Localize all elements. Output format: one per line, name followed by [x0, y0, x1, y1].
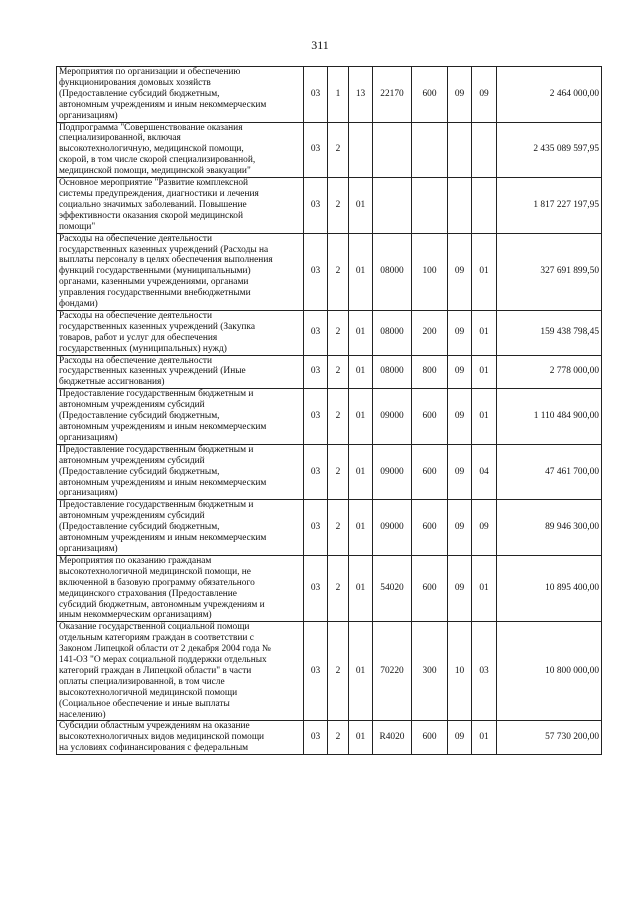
activity-code — [349, 122, 373, 178]
description-line: отдельным категориям граждан в соответствии с — [59, 633, 254, 644]
program-code: 03 — [304, 67, 328, 123]
expense-type-code: 600 — [412, 555, 448, 621]
activity-code: 01 — [349, 500, 373, 556]
subprogram-code: 2 — [328, 233, 349, 310]
budget-table — [56, 66, 602, 755]
direction-code — [373, 178, 412, 234]
activity-code: 13 — [349, 67, 373, 123]
description-line: Расходы на обеспечение деятельности — [59, 355, 213, 366]
subprogram-code: 2 — [328, 555, 349, 621]
row-amount: 2 435 089 597,95 — [497, 122, 602, 178]
activity-code: 01 — [349, 622, 373, 721]
row-amount: 2 464 000,00 — [497, 67, 602, 123]
expense-type-code — [412, 178, 448, 234]
description-line: организациям) — [59, 543, 118, 554]
description-line: субсидий бюджетным, автономным учреждениям и — [59, 599, 265, 610]
description-line: органами, казенными учреждениями, органами — [59, 277, 249, 288]
description-line: автономным учреждениям и иным некоммерческим — [59, 99, 267, 110]
subprogram-code: 2 — [328, 622, 349, 721]
subsection-code: 01 — [472, 310, 497, 355]
row-description — [57, 310, 304, 355]
description-line: выплаты персоналу в целях обеспечения выполнения — [59, 255, 273, 266]
program-code: 03 — [304, 355, 328, 389]
description-line: специализированной, включая — [59, 133, 181, 144]
description-line: населению) — [59, 709, 106, 720]
row-description — [57, 389, 304, 445]
description-line: (Предоставление субсидий бюджетным, — [59, 88, 220, 99]
activity-code: 01 — [349, 355, 373, 389]
subsection-code: 01 — [472, 555, 497, 621]
description-line: автономным учреждениям и иным некоммерческим — [59, 422, 267, 432]
subsection-code: 01 — [472, 233, 497, 310]
section-code: 09 — [448, 500, 472, 556]
direction-code: 08000 — [373, 310, 412, 355]
description-line: на условиях софинансирования с федеральным — [59, 743, 249, 754]
row-description — [57, 355, 304, 389]
description-line: 141-ОЗ "О мерах социальной поддержки отдельных — [59, 655, 267, 666]
row-description — [57, 444, 304, 500]
description-line: автономным учреждениям и иным некоммерческим — [59, 533, 267, 544]
subprogram-code: 2 — [328, 389, 349, 445]
description-line: оплаты специализированной, в том числе — [59, 676, 225, 687]
section-code: 09 — [448, 389, 472, 445]
description-line: организациям) — [59, 432, 118, 443]
subprogram-code: 2 — [328, 444, 349, 500]
row-amount: 1 110 484 900,00 — [497, 389, 602, 445]
description-line: высокотехнологичной медицинской помощи, не — [59, 566, 251, 577]
subsection-code: 03 — [472, 622, 497, 721]
table-row — [57, 555, 602, 621]
description-line: организациям) — [59, 110, 118, 121]
expense-type-code: 300 — [412, 622, 448, 721]
description-line: Подпрограмма "Совершенствование оказания — [59, 122, 243, 133]
direction-code: 09000 — [373, 500, 412, 556]
page-number: 311 — [311, 38, 329, 52]
description-line: включенной в базовую программу обязательного — [59, 577, 255, 588]
table-row — [57, 389, 602, 445]
direction-code — [373, 122, 412, 178]
description-line: социально значимых заболеваний. Повышение — [59, 199, 247, 210]
description-line: системы предупреждения, диагностики и лечения — [59, 188, 259, 199]
description-line: бюджетные ассигнования) — [59, 377, 165, 388]
subprogram-code: 2 — [328, 355, 349, 389]
row-amount: 10 895 400,00 — [497, 555, 602, 621]
row-description — [57, 500, 304, 556]
description-line: медицинского страхования (Предоставление — [59, 588, 237, 599]
description-line: товаров, работ и услуг для обеспечения — [59, 332, 218, 343]
row-amount: 10 800 000,00 — [497, 622, 602, 721]
section-code: 09 — [448, 444, 472, 500]
activity-code: 01 — [349, 233, 373, 310]
table-row — [57, 67, 602, 123]
section-code: 10 — [448, 622, 472, 721]
description-line: Расходы на обеспечение деятельности — [59, 310, 213, 321]
activity-code: 01 — [349, 389, 373, 445]
row-amount: 327 691 899,50 — [497, 233, 602, 310]
expense-type-code — [412, 122, 448, 178]
description-line: (Предоставление субсидий бюджетным, — [59, 466, 220, 477]
description-line: эффективности оказания скорой медицинской — [59, 210, 243, 221]
table-row — [57, 622, 602, 721]
table-row — [57, 500, 602, 556]
subsection-code — [472, 178, 497, 234]
description-line: Мероприятия по оказанию гражданам — [59, 555, 212, 566]
description-line: функций государственными (муниципальными) — [59, 266, 251, 277]
activity-code: 01 — [349, 310, 373, 355]
direction-code: 70220 — [373, 622, 412, 721]
expense-type-code: 100 — [412, 233, 448, 310]
direction-code: 54020 — [373, 555, 412, 621]
description-line: Предоставление государственным бюджетным и — [59, 500, 254, 511]
table-row — [57, 178, 602, 234]
expense-type-code: 200 — [412, 310, 448, 355]
table-row — [57, 355, 602, 389]
direction-code: 09000 — [373, 444, 412, 500]
subsection-code: 01 — [472, 355, 497, 389]
description-line: скорой, в том числе скорой специализированной, — [59, 155, 256, 166]
row-description — [57, 233, 304, 310]
description-line: (Предоставление субсидий бюджетным, — [59, 522, 220, 533]
description-line: категорий граждан в Липецкой области" в части — [59, 665, 252, 676]
section-code: 09 — [448, 233, 472, 310]
description-line: медицинской помощи, медицинской эвакуации" — [59, 166, 251, 177]
program-code: 03 — [304, 233, 328, 310]
row-amount: 2 778 000,00 — [497, 355, 602, 389]
description-line: автономным учреждениям и иным некоммерческим — [59, 477, 267, 488]
table-row — [57, 233, 602, 310]
section-code: 09 — [448, 355, 472, 389]
row-description — [57, 555, 304, 621]
description-line: высокотехнологичной медицинской помощи — [59, 687, 238, 698]
table-row — [57, 721, 602, 755]
description-line: Законом Липецкой области от 2 декабря 2004 года № — [59, 644, 271, 655]
description-line: государственных казенных учреждений (Закупка — [59, 321, 255, 332]
table-row — [57, 310, 602, 355]
row-amount: 47 461 700,00 — [497, 444, 602, 500]
subprogram-code: 2 — [328, 310, 349, 355]
program-code: 03 — [304, 622, 328, 721]
description-line: автономным учреждениям субсидий — [59, 455, 205, 466]
activity-code: 01 — [349, 444, 373, 500]
description-line: Мероприятия по организации и обеспечению — [59, 67, 241, 77]
expense-type-code: 600 — [412, 389, 448, 445]
description-line: (Предоставление субсидий бюджетным, — [59, 411, 220, 422]
program-code: 03 — [304, 500, 328, 556]
description-line: высокотехнологичную, медицинской помощи, — [59, 144, 244, 155]
row-amount: 89 946 300,00 — [497, 500, 602, 556]
description-line: помощи" — [59, 221, 96, 232]
activity-code: 01 — [349, 178, 373, 234]
table-row — [57, 122, 602, 178]
description-line: Оказание государственной социальной помощи — [59, 622, 250, 633]
subprogram-code: 1 — [328, 67, 349, 123]
subprogram-code: 2 — [328, 500, 349, 556]
expense-type-code: 600 — [412, 67, 448, 123]
section-code — [448, 178, 472, 234]
subsection-code: 04 — [472, 444, 497, 500]
activity-code: 01 — [349, 555, 373, 621]
direction-code: 09000 — [373, 389, 412, 445]
description-line: Основное мероприятие "Развитие комплексной — [59, 178, 249, 189]
row-amount: 57 730 200,00 — [497, 721, 602, 755]
row-description — [57, 67, 304, 123]
description-line: государственных казенных учреждений (Иные — [59, 366, 246, 377]
program-code: 03 — [304, 721, 328, 755]
description-line: автономным учреждениям субсидий — [59, 511, 205, 522]
subprogram-code: 2 — [328, 122, 349, 178]
direction-code: 08000 — [373, 233, 412, 310]
program-code: 03 — [304, 444, 328, 500]
description-line: организациям) — [59, 488, 118, 499]
description-line: Расходы на обеспечение деятельности — [59, 233, 213, 244]
direction-code: R4020 — [373, 721, 412, 755]
description-line: Предоставление государственным бюджетным и — [59, 444, 254, 455]
direction-code: 08000 — [373, 355, 412, 389]
description-line: функционирования домовых хозяйств — [59, 77, 211, 88]
description-line: управления государственными внебюджетными — [59, 288, 251, 299]
program-code: 03 — [304, 178, 328, 234]
row-description — [57, 178, 304, 234]
description-line: Предоставление государственным бюджетным и — [59, 389, 254, 400]
description-line: высокотехнологичных видов медицинской помощи — [59, 732, 265, 743]
row-description — [57, 122, 304, 178]
expense-type-code: 600 — [412, 500, 448, 556]
program-code: 03 — [304, 310, 328, 355]
description-line: (Социальное обеспечение и иные выплаты — [59, 698, 230, 709]
description-line: фондами) — [59, 299, 98, 310]
activity-code: 01 — [349, 721, 373, 755]
section-code: 09 — [448, 721, 472, 755]
expense-type-code: 600 — [412, 444, 448, 500]
description-line: государственных казенных учреждений (Расходы на — [59, 244, 269, 255]
description-line: автономным учреждениям субсидий — [59, 400, 205, 411]
row-amount: 159 438 798,45 — [497, 310, 602, 355]
subsection-code: 09 — [472, 67, 497, 123]
row-description — [57, 622, 304, 721]
subprogram-code: 2 — [328, 178, 349, 234]
subprogram-code: 2 — [328, 721, 349, 755]
program-code: 03 — [304, 555, 328, 621]
section-code: 09 — [448, 310, 472, 355]
table-row — [57, 444, 602, 500]
description-line: Субсидии областным учреждениям на оказание — [59, 721, 250, 732]
subsection-code: 01 — [472, 389, 497, 445]
section-code: 09 — [448, 555, 472, 621]
section-code: 09 — [448, 67, 472, 123]
direction-code: 22170 — [373, 67, 412, 123]
row-amount: 1 817 227 197,95 — [497, 178, 602, 234]
expense-type-code: 800 — [412, 355, 448, 389]
program-code: 03 — [304, 389, 328, 445]
section-code — [448, 122, 472, 178]
expense-type-code: 600 — [412, 721, 448, 755]
subsection-code: 01 — [472, 721, 497, 755]
description-line: иным некоммерческим организациям) — [59, 610, 212, 621]
subsection-code: 09 — [472, 500, 497, 556]
program-code: 03 — [304, 122, 328, 178]
description-line: государственных (муниципальных) нужд) — [59, 343, 227, 354]
row-description — [57, 721, 304, 755]
subsection-code — [472, 122, 497, 178]
